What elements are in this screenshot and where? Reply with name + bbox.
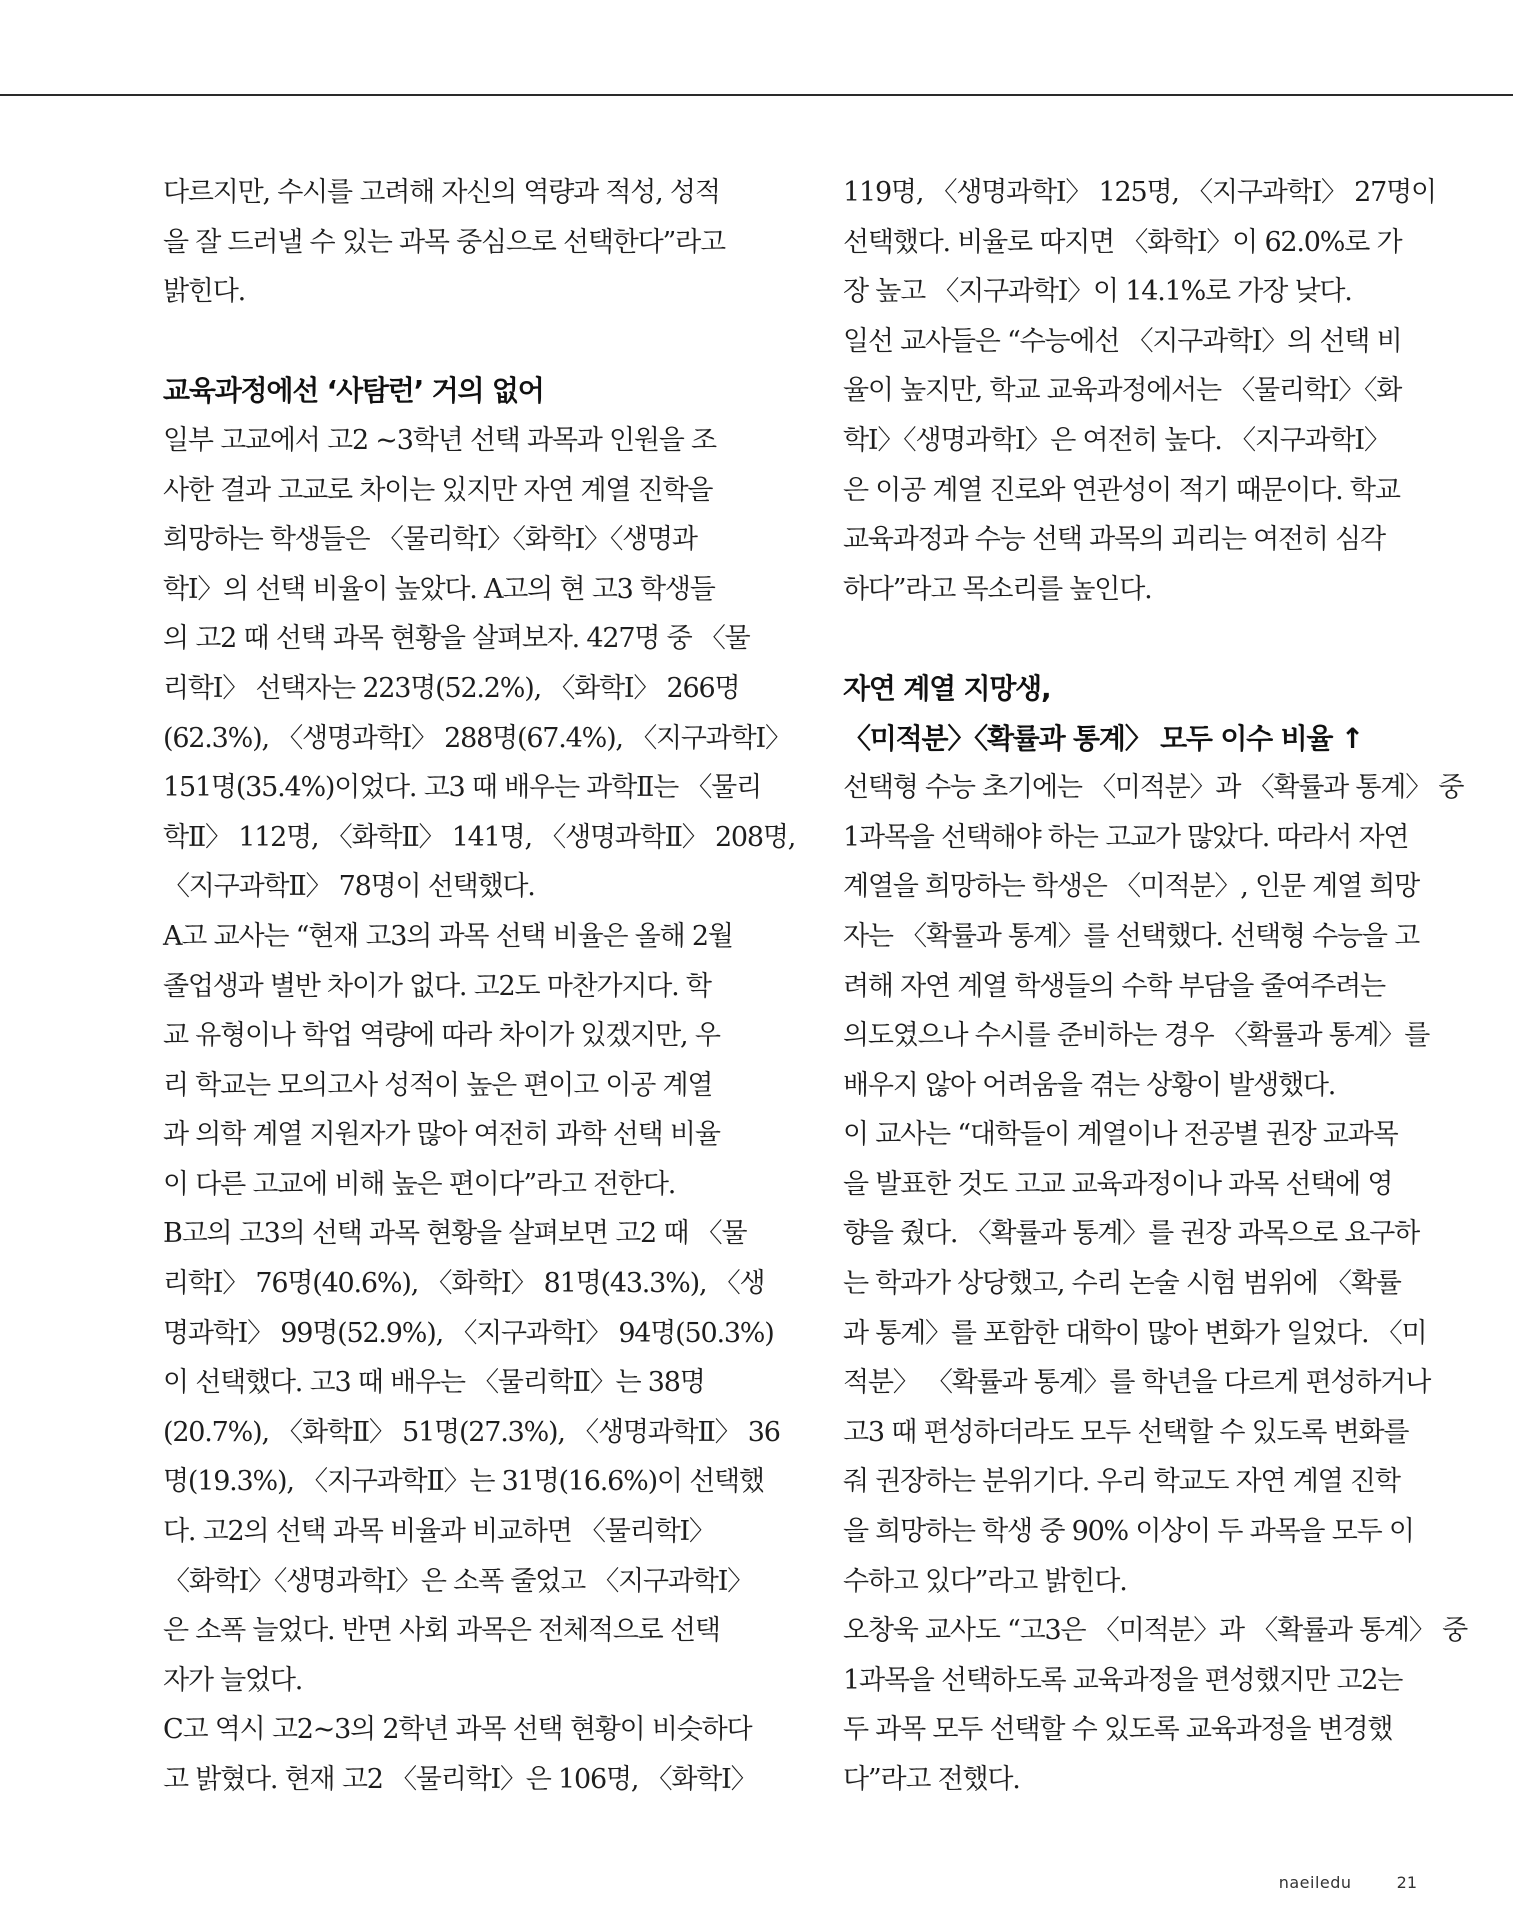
body-line: 자가 늘었다.	[163, 1664, 303, 1696]
body-line: 두 과목 모두 선택할 수 있도록 교육과정을 변경했	[843, 1714, 1393, 1746]
body-line: 리학Ⅰ〉 선택자는 223명(52.2%), 〈화학Ⅰ〉 266명	[163, 672, 740, 704]
body-line: 자는 〈확률과 통계〉를 선택했다. 선택형 수능을 고	[843, 920, 1420, 952]
body-line: 학Ⅰ〉〈생명과학Ⅰ〉은 여전히 높다. 〈지구과학Ⅰ〉	[843, 424, 1390, 456]
body-line: 교 유형이나 학업 역량에 따라 차이가 있겠지만, 우	[163, 1020, 720, 1052]
body-line: 오창욱 교사도 “고3은 〈미적분〉과 〈확률과 통계〉 중	[843, 1615, 1467, 1647]
body-line: 을 발표한 것도 고교 교육과정이나 과목 선택에 영	[843, 1168, 1393, 1200]
body-line: 의도였으나 수시를 준비하는 경우 〈확률과 통계〉를	[843, 1020, 1430, 1052]
body-line: C고 역시 고2~3의 2학년 과목 선택 현황이 비슷하다	[163, 1714, 752, 1746]
body-line: 밝힌다.	[163, 276, 246, 308]
body-line: 려해 자연 계열 학생들의 수학 부담을 줄여주려는	[843, 970, 1385, 1002]
body-line: 사한 결과 고교로 차이는 있지만 자연 계열 진학을	[163, 474, 713, 506]
body-line: 다르지만, 수시를 고려해 자신의 역량과 적성, 성적	[163, 177, 720, 208]
body-line: 119명, 〈생명과학Ⅰ〉 125명, 〈지구과학Ⅰ〉 27명이	[843, 177, 1436, 208]
body-line: 희망하는 학생들은 〈물리학Ⅰ〉〈화학Ⅰ〉〈생명과	[163, 524, 697, 556]
body-line: 과 의학 계열 지원자가 많아 여전히 과학 선택 비율	[163, 1119, 720, 1151]
page-number: 21	[1396, 1873, 1417, 1892]
body-line: 리 학교는 모의고사 성적이 높은 편이고 이공 계열	[163, 1069, 713, 1101]
body-line: 다. 고2의 선택 과목 비율과 비교하면 〈물리학Ⅰ〉	[163, 1516, 715, 1548]
body-line: 을 잘 드러낼 수 있는 과목 중심으로 선택한다”라고	[163, 226, 725, 258]
body-line: 1과목을 선택하도록 교육과정을 편성했지만 고2는	[843, 1664, 1403, 1696]
body-line: 선택형 수능 초기에는 〈미적분〉과 〈확률과 통계〉 중	[843, 772, 1464, 804]
left-paragraphs-2	[163, 416, 796, 1805]
right-paragraphs-2	[843, 763, 1467, 1804]
left-column	[163, 168, 796, 1805]
body-line: 을 희망하는 학생 중 90% 이상이 두 과목을 모두 이	[843, 1516, 1414, 1548]
body-line: 명과학Ⅰ〉 99명(52.9%), 〈지구과학Ⅰ〉 94명(50.3%)	[163, 1317, 774, 1349]
body-line: B고의 고3의 선택 과목 현황을 살펴보면 고2 때 〈물	[163, 1218, 747, 1250]
body-line: 고 밝혔다. 현재 고2 〈물리학Ⅰ〉은 106명, 〈화학Ⅰ〉	[163, 1764, 757, 1795]
body-line: 향을 줬다. 〈확률과 통계〉를 권장 과목으로 요구하	[843, 1218, 1420, 1250]
body-line: 는 학과가 상당했고, 수리 논술 시험 범위에 〈확률	[843, 1268, 1401, 1300]
body-line: 일선 교사들은 “수능에선 〈지구과학Ⅰ〉의 선택 비	[843, 325, 1402, 357]
body-line: 〈화학Ⅰ〉〈생명과학Ⅰ〉은 소폭 줄었고 〈지구과학Ⅰ〉	[163, 1565, 753, 1597]
body-line: 리학Ⅰ〉 76명(40.6%), 〈화학Ⅰ〉 81명(43.3%), 〈생	[163, 1268, 765, 1300]
body-line: A고 교사는 “현재 고3의 과목 선택 비율은 올해 2월	[163, 920, 733, 952]
body-line: (20.7%), 〈화학Ⅱ〉 51명(27.3%), 〈생명과학Ⅱ〉 36	[163, 1416, 780, 1448]
page-footer	[1279, 1873, 1417, 1892]
section-heading: 교육과정에선 ‘사탐런’ 거의 없어	[163, 374, 544, 408]
body-line: 학Ⅰ〉의 선택 비율이 높았다. A고의 현 고3 학생들	[163, 573, 715, 605]
body-line: 은 소폭 늘었다. 반면 사회 과목은 전체적으로 선택	[163, 1615, 720, 1647]
body-line: 과 통계〉를 포함한 대학이 많아 변화가 일었다. 〈미	[843, 1317, 1427, 1349]
body-line: 이 교사는 “대학들이 계열이나 전공별 권장 교과목	[843, 1119, 1398, 1151]
body-line: 은 이공 계열 진로와 연관성이 적기 때문이다. 학교	[843, 474, 1400, 506]
right-column	[843, 168, 1467, 1805]
body-line: (62.3%), 〈생명과학Ⅰ〉 288명(67.4%), 〈지구과학Ⅰ〉	[163, 722, 791, 754]
body-line: 계열을 희망하는 학생은 〈미적분〉, 인문 계열 희망	[843, 871, 1420, 903]
section-heading-line-1: 자연 계열 지망생,	[843, 671, 1051, 705]
body-line: 이 선택했다. 고3 때 배우는 〈물리학Ⅱ〉는 38명	[163, 1367, 705, 1399]
body-line: 율이 높지만, 학교 교육과정에서는 〈물리학Ⅰ〉〈화	[843, 375, 1402, 407]
body-line: 명(19.3%), 〈지구과학Ⅱ〉는 31명(16.6%)이 선택했	[163, 1466, 764, 1498]
body-line: 수하고 있다”라고 밝힌다.	[843, 1565, 1127, 1597]
body-line: 장 높고 〈지구과학Ⅰ〉이 14.1%로 가장 낮다.	[843, 276, 1352, 308]
publication-name: naeiledu	[1278, 1873, 1352, 1892]
body-line: 151명(35.4%)이었다. 고3 때 배우는 과학Ⅱ는 〈물리	[163, 772, 761, 804]
body-line: 졸업생과 별반 차이가 없다. 고2도 마찬가지다. 학	[163, 970, 711, 1002]
body-line: 교육과정과 수능 선택 과목의 괴리는 여전히 심각	[843, 524, 1385, 556]
body-line: 1과목을 선택해야 하는 고교가 많았다. 따라서 자연	[843, 821, 1409, 853]
body-line: 다”라고 전했다.	[843, 1764, 1020, 1795]
right-paragraphs-1	[843, 168, 1436, 614]
body-line: 적분〉 〈확률과 통계〉를 학년을 다르게 편성하거나	[843, 1367, 1431, 1399]
section-heading-line-2: 〈미적분〉〈확률과 통계〉 모두 이수 비율 ↑	[843, 721, 1364, 755]
body-line: 일부 고교에서 고2 ~3학년 선택 과목과 인원을 조	[163, 424, 716, 456]
body-line: 학Ⅱ〉 112명, 〈화학Ⅱ〉 141명, 〈생명과학Ⅱ〉 208명,	[163, 821, 796, 853]
top-divider	[0, 94, 1513, 96]
body-line: 선택했다. 비율로 따지면 〈화학Ⅰ〉이 62.0%로 가	[843, 226, 1402, 258]
body-line: 하다”라고 목소리를 높인다.	[843, 573, 1152, 605]
body-line: 〈지구과학Ⅱ〉 78명이 선택했다.	[163, 871, 535, 903]
body-line: 줘 권장하는 분위기다. 우리 학교도 자연 계열 진학	[843, 1466, 1400, 1498]
body-line: 배우지 않아 어려움을 겪는 상황이 발생했다.	[843, 1069, 1336, 1101]
left-paragraphs-1	[163, 168, 743, 317]
body-line: 의 고2 때 선택 과목 현황을 살펴보자. 427명 중 〈물	[163, 623, 750, 655]
body-line: 이 다른 고교에 비해 높은 편이다”라고 전한다.	[163, 1168, 676, 1200]
body-line: 고3 때 편성하더라도 모두 선택할 수 있도록 변화를	[843, 1416, 1409, 1448]
